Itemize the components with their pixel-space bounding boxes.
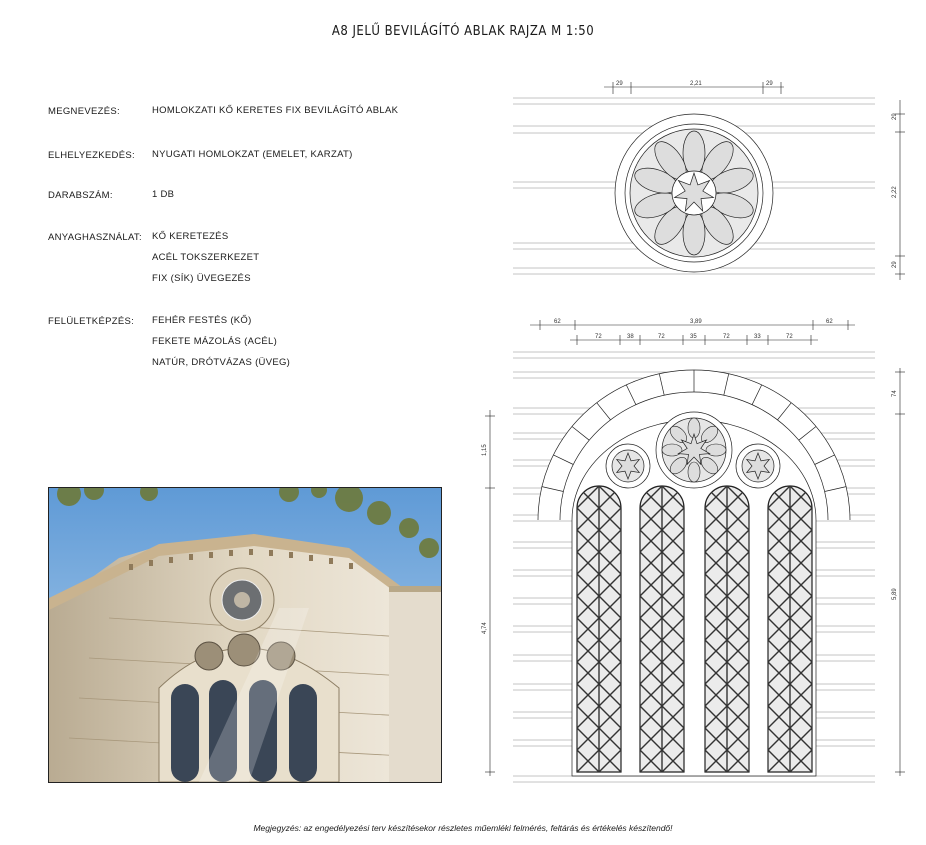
lancet-window bbox=[705, 266, 749, 845]
material-item: KŐ KERETEZÉS bbox=[152, 231, 229, 242]
finish-item: FEKETE MÁZOLÁS (ACÉL) bbox=[152, 336, 278, 347]
field-label-count: DARABSZÁM: bbox=[48, 190, 113, 201]
lancet-window bbox=[577, 266, 621, 845]
dim-text: 72 bbox=[595, 334, 602, 340]
dim-text: 74 bbox=[892, 390, 898, 397]
arched-window-elevation bbox=[513, 266, 875, 845]
finish-item: FEHÉR FESTÉS (KŐ) bbox=[152, 315, 252, 326]
dim-text: 29 bbox=[892, 113, 898, 120]
field-value-count: 1 DB bbox=[152, 189, 175, 200]
field-label-location: ELHELYEZKEDÉS: bbox=[48, 150, 135, 161]
dim-text: 5,89 bbox=[892, 588, 898, 600]
drawing-title: A8 JELŰ BEVILÁGÍTÓ ABLAK RAJZA M 1:50 bbox=[331, 24, 595, 39]
dim-text: 2,22 bbox=[892, 186, 898, 198]
tracery-petal bbox=[683, 211, 705, 255]
material-item: FIX (SÍK) ÜVEGEZÉS bbox=[152, 273, 251, 284]
field-label-finish: FELÜLETKÉPZÉS: bbox=[48, 316, 135, 327]
dim-text: 72 bbox=[658, 334, 665, 340]
dim-text: 4,74 bbox=[482, 622, 488, 634]
dim-text: 3,89 bbox=[690, 319, 702, 325]
tracery-petal bbox=[683, 131, 705, 175]
lancet-window bbox=[640, 266, 684, 845]
dim-text: 72 bbox=[786, 334, 793, 340]
dim-text: 33 bbox=[754, 334, 761, 340]
dim-text: 35 bbox=[690, 334, 697, 340]
dim-text: 38 bbox=[627, 334, 634, 340]
dim-text: 29 bbox=[766, 81, 773, 87]
field-label-name: MEGNEVEZÉS: bbox=[48, 106, 120, 117]
dim-text: 62 bbox=[826, 319, 833, 325]
footer-note: Megjegyzés: az engedélyezési terv készítésekor részletes műemléki felmérés, feltárás és értékelés készítendő! bbox=[253, 823, 673, 833]
field-value-name: HOMLOKZATI KŐ KERETES FIX BEVILÁGÍTÓ ABLAK bbox=[152, 105, 399, 116]
dim-text: 2,21 bbox=[690, 81, 702, 87]
dim-text: 29 bbox=[892, 261, 898, 268]
tracery-petal bbox=[706, 444, 726, 456]
dim-text: 29 bbox=[616, 81, 623, 87]
finish-item: NATÚR, DRÓTVÁZAS (ÜVEG) bbox=[152, 357, 291, 368]
dim-text: 1,15 bbox=[482, 444, 488, 456]
tracery-petal bbox=[662, 444, 682, 456]
material-item: ACÉL TOKSZERKEZET bbox=[152, 252, 260, 263]
rose-window-elevation bbox=[513, 98, 875, 274]
tracery-petal bbox=[688, 462, 700, 482]
field-label-materials: ANYAGHASZNÁLAT: bbox=[48, 232, 142, 243]
lancet-window bbox=[768, 266, 812, 845]
dim-text: 62 bbox=[554, 319, 561, 325]
field-value-location: NYUGATI HOMLOKZAT (EMELET, KARZAT) bbox=[152, 149, 353, 160]
dim-text: 72 bbox=[723, 334, 730, 340]
